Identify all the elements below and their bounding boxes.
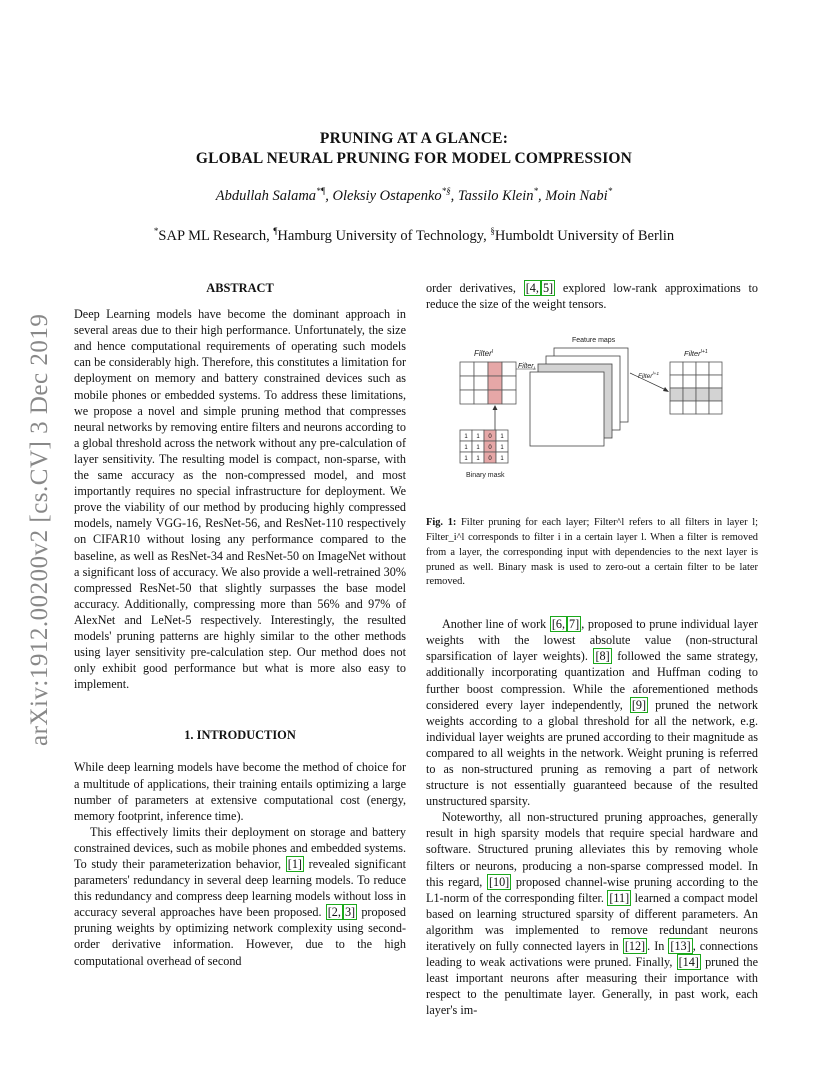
right-p1-text-a: Another line of work [442, 617, 550, 632]
paper-title-line1: PRUNING AT A GLANCE: [319, 130, 509, 147]
filter-l1-grid [670, 362, 722, 414]
caption-text: Filter pruning for each layer; Filter^l refers to all filters in layer l; Filter_i^l corresponds to filter i in a certain layer l. When a filter is removed from a layer, the corresponding input with dependencies to the next layer is pruned as well. Binary mask is used to zero-out a certain filter to be later removed. [426, 517, 758, 588]
filter-l1-label: Filter$^{l+1}$ [684, 349, 708, 359]
right-p1-text-d: pruned the network weights according to a global threshold for all the network, e.g. individual layer weights are pruned according to their magnitude as compared to all weights in the network. Weight pruning is referred to as non-structured pruning as removing a part of network structure is not essentially guaranteed because of the resulted unstructured sparsity. [426, 697, 759, 809]
svg-text:1: 1 [476, 456, 480, 463]
left-column [74, 280, 406, 969]
right-column [426, 280, 758, 1019]
svg-text:1: 1 [500, 434, 504, 441]
author-2-mark: *§ [441, 186, 451, 196]
author-3-mark: * [533, 186, 539, 196]
filter-l-label: Filter$^l$ [474, 349, 494, 359]
right-p2-text-a: Noteworthy, all non-structured pruning approaches, generally result in high sparsity models that require special hardware and software. Structured pruning alleviates this by removing whole filters or neurons, producing a non-sparse compressed model. In this regard, [426, 810, 758, 889]
svg-text:1: 1 [464, 456, 468, 463]
right-paragraph-2 [426, 809, 758, 1018]
intro-p2-text-a: This effectively limits their deployment on storage and battery constrained devices, such as mobile phones and embedded systems. To study their parameterization behavior, [74, 824, 406, 871]
abstract-heading: ABSTRACT [206, 281, 274, 295]
citation-link-1[interactable]: [1] [287, 857, 302, 871]
feature-maps-stack [530, 348, 628, 446]
citation-link-14[interactable]: [14] [678, 955, 699, 970]
right-p2-text-e: , connections leading to weak activations were pruned. Finally, [426, 939, 759, 970]
svg-text:1: 1 [476, 434, 480, 441]
author-4-mark: * [607, 186, 613, 196]
citation-link-7[interactable]: 7] [569, 617, 580, 632]
right-paragraph-0 [426, 280, 758, 312]
right-p1-text-c: followed the same strategy, additionally incorporating quantization and Huffman coding to further boost compression. While the aforementioned methods considered every layer independently, [426, 649, 758, 712]
citation-link-5[interactable]: 5] [542, 281, 554, 295]
figure-1 [426, 326, 758, 486]
author-3: Tassilo Klein [457, 187, 534, 204]
citation-link-6[interactable]: [6, [551, 617, 566, 632]
right-p1-text-b: , proposed to prune individual layer weights with the lowest absolute value (non-structural sparsification of layer weights). [426, 617, 758, 664]
citation-link-13[interactable]: [13] [670, 939, 691, 954]
right-p2-text-b: proposed channel-wise pruning according to the L1-norm of the corresponding filter. [426, 874, 758, 905]
paper-title-line2: GLOBAL NEURAL PRUNING FOR MODEL COMPRESSION [195, 150, 633, 167]
author-4: Moin Nabi [545, 187, 608, 204]
binary-mask-label: Binary mask [466, 472, 505, 480]
svg-text:1: 1 [500, 456, 504, 463]
svg-text:0: 0 [488, 445, 492, 452]
intro-paragraph-1: While deep learning models have become the method of choice for a multitude of applications, their training entails optimizing a large number of parameters at extensive computational cost (energy, memory footprint, inference time). [74, 760, 406, 823]
svg-text:0: 0 [488, 456, 492, 463]
intro-p2-text-c: proposed pruning weights by optimizing network complexity using second-order derivative information. However, due to the high computational overhead of second [74, 905, 407, 968]
filter-l-grid [460, 362, 516, 404]
right-p2-text-c: learned a compact model based on learning structured sparsity of different parameters. An algorithm was implemented to remove redundant neurons iteratively on fully connected layers in [426, 890, 758, 954]
right-p2-text-d: . In [647, 939, 669, 954]
author-1: Abdullah Salama [215, 187, 317, 204]
affil-3: Humboldt University of Berlin [494, 227, 675, 244]
filter-li-label: Filter [518, 363, 534, 371]
intro-p2-text-b: revealed significant parameters' redundancy in several deep learning models. To reduce this redundancy and compress deep learning models without loss in accuracy several approaches have been proposed. [74, 857, 406, 920]
filter-l1i-label: Filter$^{l+1}$ [638, 372, 659, 381]
affil-mark-1: * [153, 226, 159, 236]
affil-1: SAP ML Research, [158, 227, 274, 244]
svg-text:1: 1 [464, 434, 468, 441]
svg-text:0: 0 [488, 434, 492, 441]
author-list: Abdullah Salama*¶, Oleksiy Ostapenko*§, Tassilo Klein*, Moin Nabi* [215, 186, 613, 204]
affiliation-list [0, 226, 828, 245]
citation-link-3[interactable]: 3] [344, 905, 356, 920]
right-p2-text-f: pruned the least important neurons after measuring their importance with respect to the penultimate layer. Generally, in past work, each layer's im- [426, 955, 758, 1018]
introduction-heading: 1. INTRODUCTION [184, 728, 296, 743]
affil-2: Hamburg University of Technology, [277, 227, 491, 244]
author-1-mark: *¶ [316, 186, 326, 196]
svg-text:1: 1 [464, 445, 468, 452]
citation-link-2[interactable]: [2, [327, 905, 341, 920]
right-p0-text-b: explored low-rank approximations to reduce the size of the weight tensors. [426, 281, 759, 312]
citation-link-8[interactable]: [8] [595, 649, 610, 664]
citation-link-11[interactable]: [11] [609, 890, 630, 905]
svg-text:1: 1 [500, 445, 504, 452]
caption-label: Fig. 1: [426, 517, 457, 529]
abstract-text: Deep Learning models have become the dominant approach in several areas due to their high performance. Unfortunately, the size and hence computational requirements of operating such models can be considerably high. Therefore, this constitutes a limitation for deployment on memory and battery constrained devices such as mobile phones or embedded systems. To address these limitations, we propose a novel and simple pruning method that compresses neural networks by removing entire filters and neurons according to a global threshold across the network without any pre-calculation of layer sensitivity. The resulting model is compact, non-sparse, with the same accuracy as the non-compressed model, and most importantly requires no special infrastructure for deployment. We prove the viability of our method by producing highly compressed models, namely VGG-16, ResNet-56, and ResNet-110 respectively on CIFAR10 without losing any performance compared to the baseline, as well as ResNet-34 and ResNet-50 on ImageNet without a significant loss of accuracy. We also provide a well-retrained 30% compressed ResNet-50 that slightly surpasses the base model accuracy. Additionally, compressing more than 56% and 97% of AlexNet and LeNet-5 respectively. Interestingly, the resulted models' pruning patterns are highly similar to the other methods using layer sensitivity pre-calculation step. Our method does not only exhibit good performance but what is more also easy to implement. [74, 307, 407, 692]
binary-mask-table [460, 430, 508, 463]
feature-maps-label: Feature maps [572, 337, 616, 345]
citation-link-12[interactable]: [12] [624, 939, 646, 954]
filter-pruning-diagram [426, 326, 758, 486]
right-p0-text-a: order derivatives, [426, 281, 524, 295]
affil-mark-2: ¶ [273, 226, 278, 236]
citation-link-10[interactable]: [10] [488, 874, 510, 889]
svg-text:1: 1 [476, 445, 480, 452]
figure-1-caption [426, 516, 758, 590]
affil-mark-3: § [490, 226, 495, 236]
citation-link-9[interactable]: [9] [631, 697, 647, 712]
intro-paragraph-2 [74, 824, 406, 969]
citation-link-4[interactable]: [4, [525, 281, 539, 295]
arxiv-identifier: arXiv:1912.00200v2 [cs.CV] 3 Dec 2019 [26, 313, 53, 747]
right-paragraph-1 [426, 616, 758, 809]
author-2: Oleksiy Ostapenko [332, 187, 442, 204]
